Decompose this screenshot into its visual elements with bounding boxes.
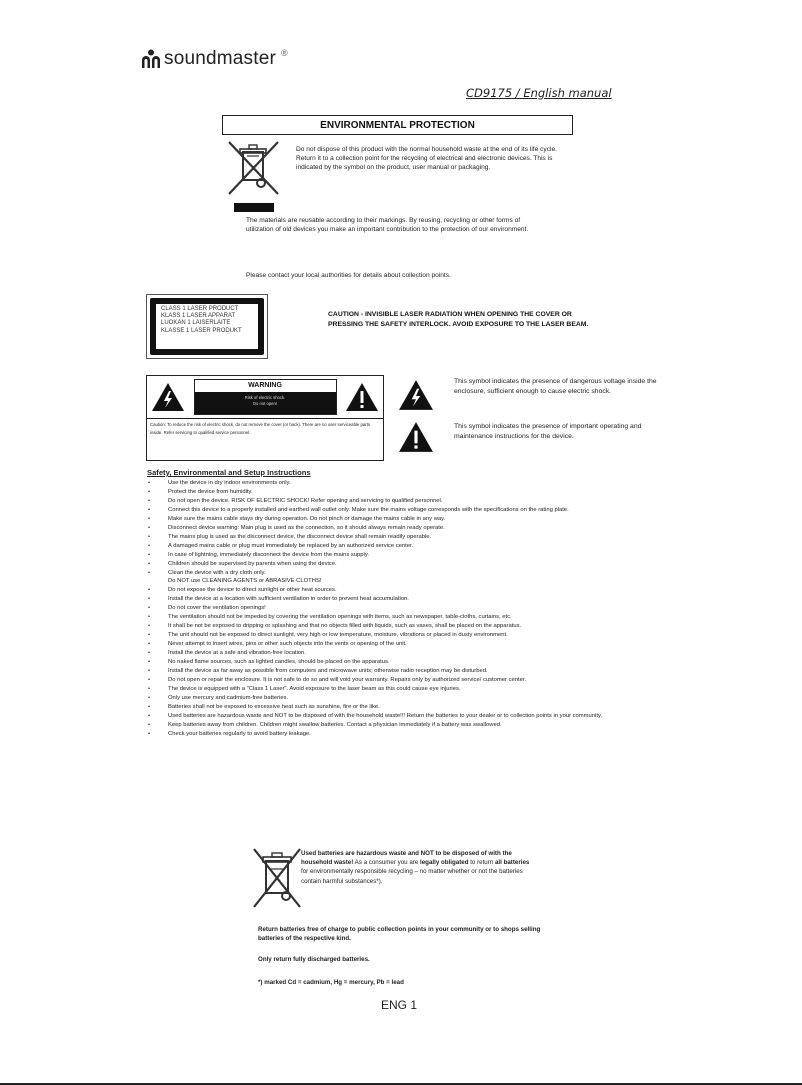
list-item: • Do not open or repair the enclosure. It is not safe to do so and will void your warranty. Repairs only by authorized service/ customer center. xyxy=(147,676,657,685)
batteries-bold-text: all batteries xyxy=(494,859,530,867)
batteries-footnote: *) marked Cd = cadmium, Hg = mercury, Pb = lead xyxy=(258,979,404,986)
batteries-bold-text: Used batteries are hazardous waste and NOT to be disposed of with the household waste! xyxy=(301,850,512,867)
list-item: • Install the device at a safe and vibration-free location. xyxy=(147,649,657,658)
list-item: • Use the device in dry indoor environments only. xyxy=(147,479,657,488)
contact-authorities-text: Please contact your local authorities for details about collection points. xyxy=(246,272,451,279)
safety-list xyxy=(147,479,657,739)
laser-label-line: KLASSE 1 LASER PRODUKT xyxy=(161,327,242,334)
registered-mark: ® xyxy=(281,48,288,58)
batteries-discharged-text: Only return fully discharged batteries. xyxy=(258,956,370,963)
list-item-continuation: Do NOT use CLEANING AGENTS or ABRASIVE CLOTHS! xyxy=(168,578,322,585)
safety-section-title: Safety, Environmental and Setup Instructions xyxy=(147,468,311,477)
warning-subtitle: Do not open! xyxy=(253,401,277,406)
crossed-battery-bin-icon xyxy=(252,847,302,909)
crossed-bin-icon xyxy=(226,140,282,196)
lightning-triangle-icon xyxy=(151,382,185,412)
list-item: • Used batteries are hazardous waste and NOT to be disposed of with the household waste!!! Return the batteries to your dealer or to collection points in your community. xyxy=(147,712,657,721)
page-number: ENG 1 xyxy=(381,998,418,1012)
list-item: • A damaged mains cable or plug must immediately be replaced by an authorized service center. xyxy=(147,542,657,551)
list-item: • No naked flame sources, such as lighted candles, should be placed on the apparatus. xyxy=(147,658,657,667)
list-item: • The device is equipped with a "Class 1 Laser". Avoid exposure to the laser beam as this could cause eye injuries. xyxy=(147,685,657,694)
laser-label-line: LUOKAN 1 LAISERLAITE xyxy=(161,320,231,327)
symbol-lightning-text: This symbol indicates the presence of dangerous voltage inside the enclosure, sufficient enough to cause electric shock. xyxy=(454,378,657,395)
exclamation-triangle-icon xyxy=(398,420,434,454)
list-item: • The unit should not be exposed to direct sunlight, very high or low temperature, moisture, vibrations or placed in dusty environment. xyxy=(147,631,657,640)
manual-title: CD9175 / English manual xyxy=(466,86,612,100)
laser-caution xyxy=(328,310,588,330)
list-item: • Clean the device with a dry cloth only. xyxy=(147,569,657,578)
brand-name: soundmaster xyxy=(164,48,277,69)
laser-class-label xyxy=(146,294,268,359)
list-item: • Do not open the device. RISK OF ELECTRIC SHOCK! Refer opening and servicing to qualified personnel. xyxy=(147,497,657,506)
list-item: • Disconnect device warning: Main plug is used as the connection, so it should always remain ready operate. xyxy=(147,524,657,533)
black-bar xyxy=(234,203,274,212)
symbol-exclamation-text: This symbol indicates the presence of important operating and maintenance instructions for the device. xyxy=(454,423,642,440)
list-item: • Make sure the mains cable stays dry during operation. Do not pinch or damage the mains cable in any way. xyxy=(147,515,657,524)
warning-label xyxy=(146,375,384,461)
list-item: • Do not cover the ventilation openings! xyxy=(147,604,657,613)
warning-title: WARNING xyxy=(248,382,282,389)
materials-text: The materials are reusable according to their markings. By reusing, recycling or other forms of utilization of old devices you make an important contribution to the protection of our environment. xyxy=(246,217,529,234)
warning-subtitle: Risk of electric shock. xyxy=(244,395,286,400)
warning-caution-text: Caution: To reduce the risk of electric shock, do not remove the cover (or back). There are no user serviceable parts inside. Refer servicing to qualified service personnel. xyxy=(150,422,371,435)
batteries-return-text: Return batteries free of charge to public collection points in your community or to shops selling batteries of the respective kind. xyxy=(258,926,541,943)
list-item: • Connect this device to a properly installed and earthed wall outlet only. Make sure the mains voltage corresponds with the specifications on the rating plate. xyxy=(147,506,657,515)
laser-caution-line: CAUTION - INVISIBLE LASER RADIATION WHEN OPENING THE COVER OR xyxy=(328,311,572,318)
batteries-bold-text: legally obligated xyxy=(420,859,469,867)
list-item: • The ventilation should not be impeded by covering the ventilation openings with items, such as newspaper, table-cloths, curtains, etc. xyxy=(147,613,657,622)
list-item: • Check your batteries regularly to avoid battery leakage. xyxy=(147,730,657,739)
environmental-protection-title: ENVIRONMENTAL PROTECTION xyxy=(222,115,573,135)
list-item: • Children should be supervised by parents when using the device. xyxy=(147,560,657,569)
list-item: • Do not expose the device to direct sunlight or other heat sources. xyxy=(147,586,657,595)
soundmaster-logo-icon xyxy=(141,49,161,69)
list-item: • It shall be not be exposed to dripping or splashing and that no objects filled with liquids, such as vases, shall be placed on the apparatus. xyxy=(147,622,657,631)
batteries-text: for environmentally responsible recycling – no matter whether or not the batteries contain harmful substances*). xyxy=(301,868,523,885)
weee-text: Do not dispose of this product with the normal household waste at the end of its life cycle. Return it to a collection point for the recycling of electrical and electronic devices. This is indicated by the symbol on the product, user manual or packaging. xyxy=(296,146,557,172)
laser-caution-line: PRESSING THE SAFETY INTERLOCK. AVOID EXPOSURE TO THE LASER BEAM. xyxy=(328,321,589,328)
list-item: • Keep batteries away from children. Children might swallow batteries. Contact a physician immediately if a battery was swallowed. xyxy=(147,721,657,730)
list-item: • Only use mercury and cadmium-free batteries. xyxy=(147,694,657,703)
batteries-text: to return xyxy=(468,859,495,867)
list-item: • The mains plug is used as the disconnect device, the disconnect device shall remain readily operable. xyxy=(147,533,657,542)
batteries-text: As a consumer you are xyxy=(353,859,420,867)
batteries-disposal-text xyxy=(301,849,537,886)
brand-logo xyxy=(141,48,288,70)
laser-label-line: KLASS 1 LASER APPARAT xyxy=(161,313,236,320)
exclamation-triangle-icon xyxy=(345,382,379,412)
lightning-triangle-icon xyxy=(398,378,434,412)
list-item: • Never attempt to insert wires, pins or other such objects into the vents or opening of the unit. xyxy=(147,640,657,649)
list-item: • Protect the device from humidity. xyxy=(147,488,657,497)
laser-label-line: CLASS 1 LASER PRODUCT xyxy=(161,306,239,312)
list-item: • Install the device as far away as possible from computers and microwave units; otherwise radio reception may be disturbed. xyxy=(147,667,657,676)
list-item: • In case of lightning, immediately disconnect the device from the mains supply. xyxy=(147,551,657,560)
list-item: • Batteries shall not be exposed to excessive heat such as sunshine, fire or the like. xyxy=(147,703,657,712)
list-item: • Install the device at a location with sufficient ventilation in order to prevent heat accumulation. xyxy=(147,595,657,604)
